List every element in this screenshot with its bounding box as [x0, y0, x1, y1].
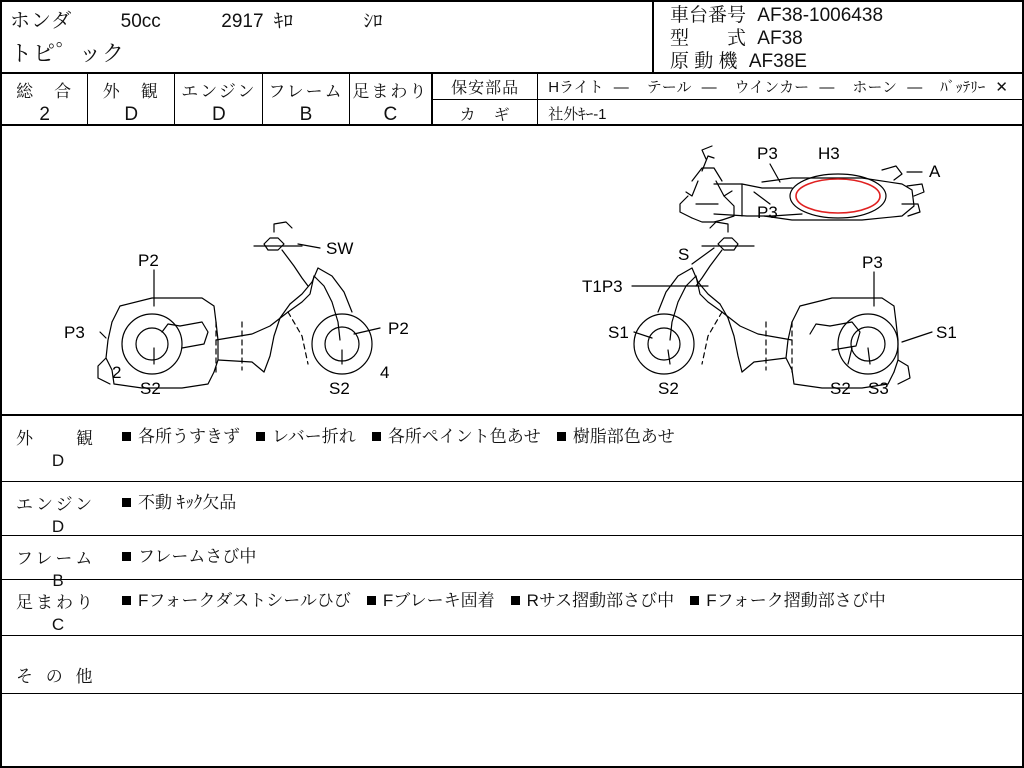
chassis-number-label: 車台番号 — [670, 5, 747, 26]
grade-engine-label: エンジン — [181, 82, 257, 101]
damage-diagram-svg — [2, 126, 1022, 414]
label-left-4: 4 — [380, 363, 390, 382]
comment-row-suspension — [2, 580, 1022, 636]
label-right-s2a: S2 — [658, 379, 679, 398]
header-right — [652, 2, 1022, 72]
comment-category-engine-label: エンジン — [16, 495, 96, 514]
type-row — [670, 27, 1022, 50]
label-right-s1a: S1 — [608, 323, 629, 342]
comment-item — [690, 588, 886, 614]
label-top-p3a: P3 — [757, 144, 778, 163]
grade-frame-label: フレーム — [268, 82, 344, 101]
safety-item-headlight — [548, 76, 629, 97]
comment-items-engine — [122, 482, 1022, 535]
safety-parts-label: 保安部品 — [433, 74, 538, 99]
comment-category-engine — [2, 482, 122, 535]
comment-item — [256, 424, 356, 450]
comment-category-frame-label: フレーム — [16, 549, 96, 568]
label-left-p2-top: P2 — [138, 251, 159, 270]
grade-frame-value: B — [299, 104, 313, 125]
comment-category-suspension-grade: C — [51, 615, 65, 634]
label-right-t1p3: T1P3 — [582, 277, 623, 296]
label-left-s2b: S2 — [329, 379, 350, 398]
engine-label: 原 動 機 — [670, 51, 738, 72]
comment-item-text: Fフォークダストシールひび — [138, 591, 351, 610]
comment-item — [372, 424, 541, 450]
comment-item — [511, 588, 675, 614]
comment-category-other — [2, 636, 122, 693]
grade-overall-value: 2 — [39, 104, 50, 125]
comment-item — [122, 490, 236, 516]
label-left-p3: P3 — [64, 323, 85, 342]
label-left-p2-right: P2 — [388, 319, 409, 338]
comment-item-text: Fブレーキ固着 — [382, 591, 495, 610]
diagram-labels — [64, 144, 957, 398]
grade-appearance-label: 外 観 — [102, 82, 160, 101]
comment-row-frame — [2, 536, 1022, 590]
comment-category-appearance — [2, 416, 122, 481]
key-items — [538, 103, 620, 124]
grade-overall — [2, 74, 88, 124]
comment-item — [367, 588, 495, 614]
label-left-s2a: S2 — [140, 379, 161, 398]
grade-suspension-value: C — [383, 104, 398, 125]
type-value: AF38 — [757, 28, 803, 49]
blank-area — [2, 694, 1022, 754]
comment-item-text: フレームさび中 — [138, 547, 257, 566]
bullet-square-icon — [557, 432, 566, 441]
safety-item-horn — [852, 76, 922, 97]
comment-items-suspension — [122, 580, 1022, 635]
label-left-2: 2 — [112, 363, 122, 382]
bullet-square-icon — [122, 596, 131, 605]
engine-value: AF38E — [748, 51, 807, 72]
safety-item-battery-name: ﾊﾞｯﾃﾘｰ — [940, 79, 986, 96]
comment-row-engine — [2, 482, 1022, 536]
comment-item-text: Rサス摺動部さび中 — [526, 591, 675, 610]
safety-parts-items — [538, 76, 1022, 97]
safety-item-battery — [940, 76, 1008, 97]
safety-item-taillight-name: テール — [646, 79, 692, 96]
chassis-number-row — [670, 4, 1022, 27]
comment-item-text: 各所うすきず — [138, 427, 240, 446]
grade-engine — [175, 74, 263, 124]
equipment-block — [432, 74, 1022, 124]
damage-diagram — [2, 126, 1022, 416]
comment-category-engine-grade: D — [51, 517, 65, 536]
safety-item-battery-mark: ✕ — [995, 79, 1008, 96]
grade-suspension — [350, 74, 433, 124]
label-top-a: A — [929, 162, 941, 181]
grade-appearance — [88, 74, 175, 124]
comment-row-other — [2, 636, 1022, 694]
comment-item — [557, 424, 675, 450]
grade-overall-label: 総 合 — [16, 82, 74, 101]
type-label: 型 式 — [670, 28, 747, 49]
diagram-leader-lines — [100, 164, 932, 364]
comment-item-text: 樹脂部色あせ — [572, 427, 675, 446]
grade-appearance-value: D — [124, 104, 139, 125]
comment-item-text: 各所ペイント色あせ — [387, 427, 541, 446]
bullet-square-icon — [256, 432, 265, 441]
grade-suspension-label: 足まわり — [352, 82, 429, 101]
comment-category-frame-grade: B — [52, 571, 64, 590]
diagram-right-side-view — [634, 222, 910, 388]
bullet-square-icon — [690, 596, 699, 605]
safety-item-horn-name: ホーン — [852, 79, 898, 96]
bullet-square-icon — [367, 596, 376, 605]
safety-item-winker-name: ウインカー — [734, 79, 810, 96]
comment-item — [122, 544, 256, 570]
comment-items-appearance — [122, 416, 1022, 481]
key-row — [433, 100, 1022, 126]
grade-engine-value: D — [212, 104, 226, 125]
safety-item-taillight-mark: — — [701, 79, 717, 96]
comment-item-text: Fフォーク摺動部さび中 — [706, 591, 886, 610]
mileage-unit: ｷﾛ — [273, 11, 293, 32]
safety-item-headlight-mark: — — [613, 79, 629, 96]
comment-category-suspension — [2, 580, 122, 635]
label-right-p3: P3 — [862, 253, 883, 272]
header — [2, 2, 1022, 74]
safety-item-winker-mark: — — [819, 79, 835, 96]
comment-items-other — [122, 636, 1022, 693]
bullet-square-icon — [122, 552, 131, 561]
label-top-p3b: P3 — [757, 203, 778, 222]
bullet-square-icon — [372, 432, 381, 441]
comment-row-appearance — [2, 416, 1022, 482]
label-right-s: S — [678, 245, 690, 264]
comment-category-frame — [2, 536, 122, 590]
chassis-number-value: AF38-1006438 — [757, 5, 884, 26]
displacement: 50cc — [120, 11, 161, 32]
bullet-square-icon — [122, 498, 131, 507]
label-right-s1b: S1 — [936, 323, 957, 342]
comment-item — [122, 424, 240, 450]
safety-item-winker — [735, 76, 835, 97]
comment-category-appearance-label: 外 観 — [16, 429, 96, 448]
diagram-top-view — [680, 146, 924, 222]
damage-mark-h3 — [796, 179, 880, 213]
safety-parts-row — [433, 74, 1022, 100]
mileage-value: 2917 — [221, 11, 264, 32]
comment-category-appearance-grade: D — [51, 451, 65, 470]
model-name: トピ゜ック — [10, 41, 126, 66]
comment-category-suspension-label: 足まわり — [16, 593, 96, 612]
engine-row — [670, 50, 1022, 73]
safety-item-headlight-name: Hライト — [548, 79, 604, 96]
bullet-square-icon — [122, 432, 131, 441]
key-value: 社外ｷｰ-1 — [548, 105, 607, 123]
comment-item — [122, 588, 351, 614]
header-left — [2, 2, 652, 72]
label-right-s3: S3 — [868, 379, 889, 398]
key-label: カ ギ — [433, 100, 538, 126]
label-right-s2b: S2 — [830, 379, 851, 398]
comment-item-text: レバー折れ — [272, 427, 356, 446]
label-left-sw: SW — [326, 239, 354, 258]
maker-name: ホンダ — [10, 10, 73, 32]
body-color: ｼﾛ — [363, 11, 383, 32]
safety-item-horn-mark: — — [907, 79, 923, 96]
safety-item-taillight — [647, 76, 717, 97]
grade-frame — [263, 74, 349, 124]
grades-bar — [2, 74, 1022, 126]
comment-item-text: 不動 ｷｯｸ欠品 — [138, 493, 237, 512]
bullet-square-icon — [511, 596, 520, 605]
comment-items-frame — [122, 536, 1022, 579]
label-top-h3: H3 — [818, 144, 840, 163]
comment-category-other-label: そ の 他 — [16, 667, 97, 686]
